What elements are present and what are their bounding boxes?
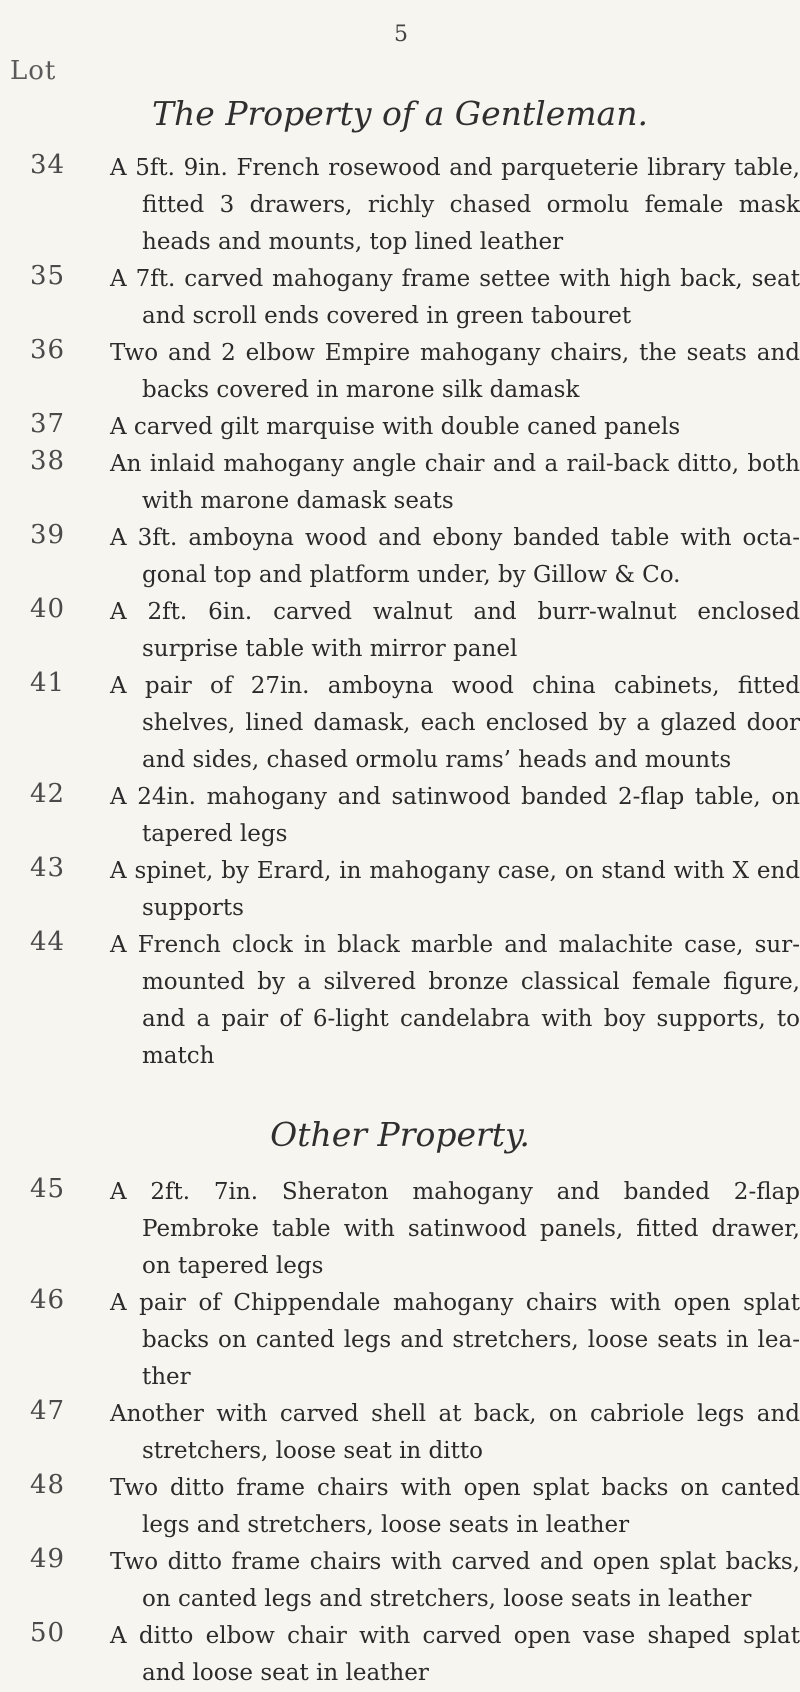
lot-column-header: Lot (10, 56, 57, 86)
lot-number: 38 (30, 446, 66, 476)
lot-number: 42 (30, 779, 66, 809)
lot-number: 39 (30, 520, 66, 550)
lot-number: 43 (30, 853, 66, 883)
lot-number: 41 (30, 668, 66, 698)
lot-number: 46 (30, 1285, 66, 1315)
lot-number: 50 (30, 1618, 66, 1648)
lot-number: 40 (30, 594, 66, 624)
lot-description: A 7ft. carved mahogany frame settee with high back, seat and scroll ends covered in green tabouret (110, 266, 800, 329)
lot-number: 37 (30, 409, 66, 439)
lot-description: A 5ft. 9in. French rosewood and parqueterie library table, fitted 3 drawers, richly chased ormolu female mask heads and mounts, top lined leather (110, 155, 800, 255)
lot-number: 49 (30, 1544, 66, 1574)
lot-number: 47 (30, 1396, 66, 1426)
lot-description: Two ditto frame chairs with open splat backs on canted legs and stretchers, loose seats in leather (110, 1475, 800, 1538)
lot-description: A pair of Chippendale mahogany chairs with open splat backs on canted legs and stretchers, loose seats in lea-ther (110, 1290, 800, 1390)
lot-description: A pair of 27in. amboyna wood china cabinets, fitted shelves, lined damask, each enclosed by a glazed door and sides, chased ormolu rams’ heads and mounts (110, 673, 800, 773)
lot-number: 48 (30, 1470, 66, 1500)
lot-description: A ditto elbow chair with carved open vase shaped splat and loose seat in leather (110, 1623, 800, 1686)
lot-description: A 24in. mahogany and satinwood banded 2-flap table, on tapered legs (110, 784, 800, 847)
lot-number: 35 (30, 261, 66, 291)
page-number: 5 (394, 22, 408, 47)
lot-description: A 3ft. amboyna wood and ebony banded table with octa-gonal top and platform under, by Gillow & Co. (110, 525, 800, 588)
lot-description: An inlaid mahogany angle chair and a rail-back ditto, both with marone damask seats (110, 451, 800, 514)
lot-description: A carved gilt marquise with double caned panels (110, 414, 681, 440)
lot-description: Another with carved shell at back, on cabriole legs and stretchers, loose seat in ditto (110, 1401, 800, 1464)
lot-description: Two ditto frame chairs with carved and open splat backs, on canted legs and stretchers, loose seats in leather (110, 1549, 800, 1612)
lot-description: A spinet, by Erard, in mahogany case, on stand with X end supports (110, 858, 800, 921)
section-title-other-property: Other Property. (270, 1115, 530, 1154)
lot-number: 36 (30, 335, 66, 365)
lot-description: A 2ft. 7in. Sheraton mahogany and banded 2-flap Pembroke table with satinwood panels, fitted drawer, on tapered legs (110, 1179, 800, 1279)
lot-number: 44 (30, 927, 66, 957)
section-title-gentleman: The Property of a Gentleman. (152, 94, 648, 133)
lot-number: 34 (30, 150, 66, 180)
lot-description: A French clock in black marble and malachite case, sur-mounted by a silvered bronze classical female figure, and a pair of 6-light candelabra with boy supports, to match (110, 932, 800, 1069)
lot-description: A 2ft. 6in. carved walnut and burr-walnut enclosed surprise table with mirror panel (110, 599, 800, 662)
lot-description: Two and 2 elbow Empire mahogany chairs, the seats and backs covered in marone silk damask (110, 340, 800, 403)
lot-number: 45 (30, 1174, 66, 1204)
